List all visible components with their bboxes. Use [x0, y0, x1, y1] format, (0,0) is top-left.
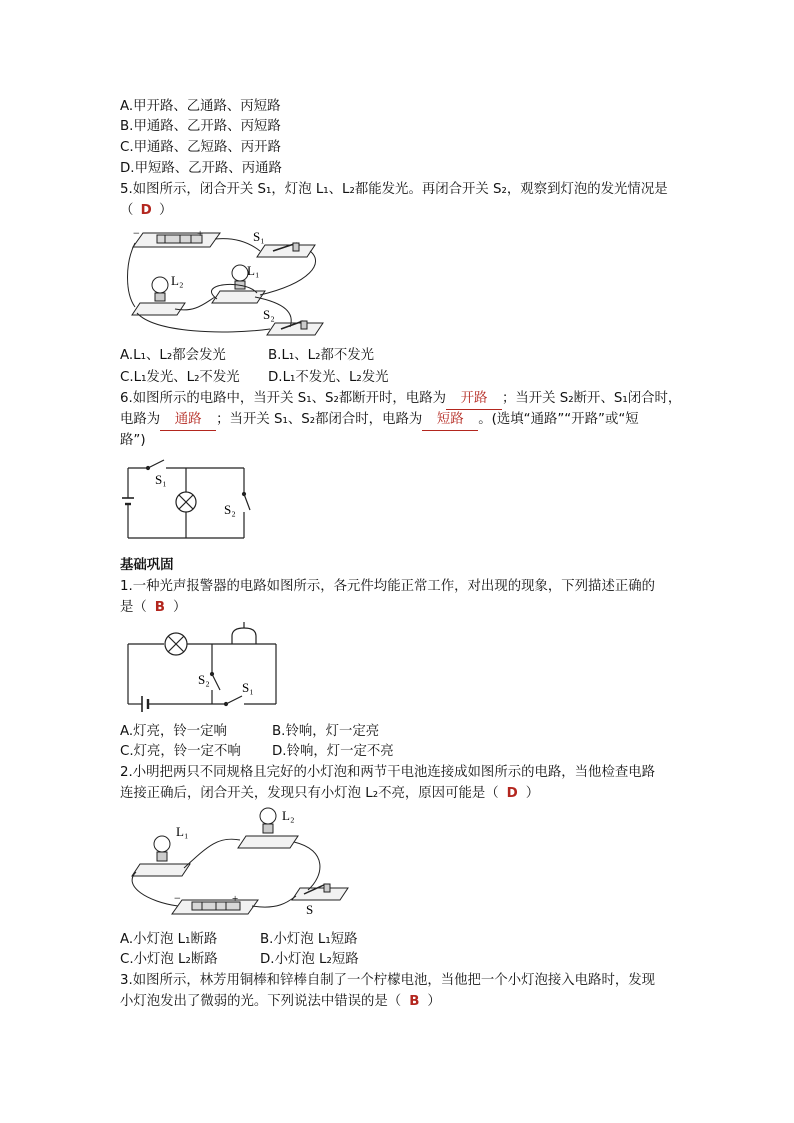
- l2-label: L₂: [282, 808, 295, 823]
- option-line: A.甲开路、乙通路、丙短路: [120, 99, 281, 114]
- b2-answer: D: [506, 786, 518, 801]
- b2-text: 连接正确后，闭合开关，发现只有小灯泡 L₂不亮，原因可能是（: [120, 786, 499, 801]
- b3-answer: B: [409, 994, 420, 1009]
- q5-options-row1: [120, 346, 374, 366]
- s-label: S: [306, 902, 314, 917]
- b1-answer-line: [120, 598, 186, 618]
- q5-stem: 5.如图所示，闭合开关 S₁，灯泡 L₁、L₂都能发光。再闭合开关 S₂，观察到灯泡的发光情况是: [120, 182, 668, 197]
- option-c: C.灯亮，铃一定不响: [120, 744, 241, 759]
- b2-options-row2: [120, 950, 359, 970]
- q6-text: 6.如图所示的电路中，当开关 S₁、S₂都断开时，电路为: [120, 391, 446, 406]
- s2-label: S₂: [198, 672, 210, 687]
- q5-answer-line: [120, 201, 172, 221]
- section-heading: 基础巩固: [120, 558, 174, 573]
- q6-answer-3: 短路: [422, 410, 478, 431]
- plus-label: +: [197, 228, 204, 240]
- option-c: C.L₁发光、L₂不发光: [120, 370, 240, 385]
- b1-answer: B: [154, 600, 165, 615]
- b2-stem: 2.小明把两只不同规格且完好的小灯泡和两节干电池连接成如图所示的电路，当他检查电路: [120, 765, 656, 780]
- option-a: A.灯亮，铃一定响: [120, 724, 227, 739]
- b1-options-row2: [120, 742, 394, 762]
- b1-circuit-figure: [124, 622, 280, 720]
- s1-label: S₁: [242, 680, 254, 695]
- option-c: C.小灯泡 L₂断路: [120, 952, 218, 967]
- s2-label: S₂: [263, 307, 275, 322]
- option-a: A.小灯泡 L₁断路: [120, 932, 218, 947]
- l1-label: L₁: [247, 263, 260, 278]
- option-b: B.小灯泡 L₁短路: [260, 932, 358, 947]
- q6-line3: 路”): [120, 433, 146, 448]
- paren-close: ）: [159, 203, 173, 218]
- paren-close: ）: [427, 994, 441, 1009]
- paren-close: ）: [525, 786, 540, 801]
- q6-text: ；当开关 S₂断开、S₁闭合时，: [501, 391, 682, 406]
- b1-text: 是（: [120, 600, 147, 615]
- q6-text: ；当开关 S₁、S₂都闭合时，电路为: [216, 412, 423, 427]
- q6-line1: [120, 389, 681, 410]
- b2-options-row1: [120, 930, 357, 950]
- option-d: D.L₁不发光、L₂发光: [268, 370, 389, 385]
- b1-stem: 1.一种光声报警器的电路如图所示，各元件均能正常工作，对出现的现象，下列描述正确的: [120, 579, 656, 594]
- q5-circuit-figure: [125, 223, 325, 343]
- q6-text: 。(选填“通路”“开路”或“短: [478, 412, 639, 427]
- q6-line2: [120, 410, 639, 431]
- q6-text: 电路为: [120, 412, 161, 427]
- b2-answer-line: [120, 784, 539, 804]
- q6-answer-2: 通路: [160, 410, 216, 431]
- option-d: D.铃响，灯一定不亮: [272, 744, 394, 759]
- b2-circuit-figure: [128, 806, 354, 918]
- s1-label: S₁: [155, 472, 167, 487]
- option-b: B.L₁、L₂都不发光: [268, 348, 375, 363]
- q6-circuit-figure: [122, 458, 252, 544]
- q5-options-row2: [120, 368, 389, 388]
- s1-label: S₁: [253, 229, 265, 244]
- minus-label: −: [133, 226, 140, 240]
- option-line: B.甲通路、乙开路、丙短路: [120, 119, 281, 134]
- b3-answer-line: [120, 992, 441, 1012]
- option-d: D.小灯泡 L₂短路: [260, 952, 359, 967]
- l1-label: L₁: [176, 824, 189, 839]
- paren-open: （: [120, 203, 134, 218]
- b1-options-row1: [120, 722, 379, 742]
- option-line: C.甲通路、乙短路、丙开路: [120, 140, 281, 155]
- s2-label: S₂: [224, 502, 236, 517]
- minus-label: −: [174, 891, 181, 905]
- option-b: B.铃响，灯一定亮: [272, 724, 380, 739]
- q6-answer-1: 开路: [446, 389, 502, 410]
- b3-text: 小灯泡发出了微弱的光。下列说法中错误的是（: [120, 994, 402, 1009]
- plus-label: +: [232, 893, 239, 905]
- q5-answer: D: [140, 203, 152, 218]
- l2-label: L₂: [171, 273, 184, 288]
- paren-close: ）: [173, 600, 187, 615]
- option-line: D.甲短路、乙开路、丙通路: [120, 161, 282, 176]
- option-a: A.L₁、L₂都会发光: [120, 348, 226, 363]
- b3-stem: 3.如图所示，林芳用铜棒和锌棒自制了一个柠檬电池，当他把一个小灯泡接入电路时，发现: [120, 973, 656, 988]
